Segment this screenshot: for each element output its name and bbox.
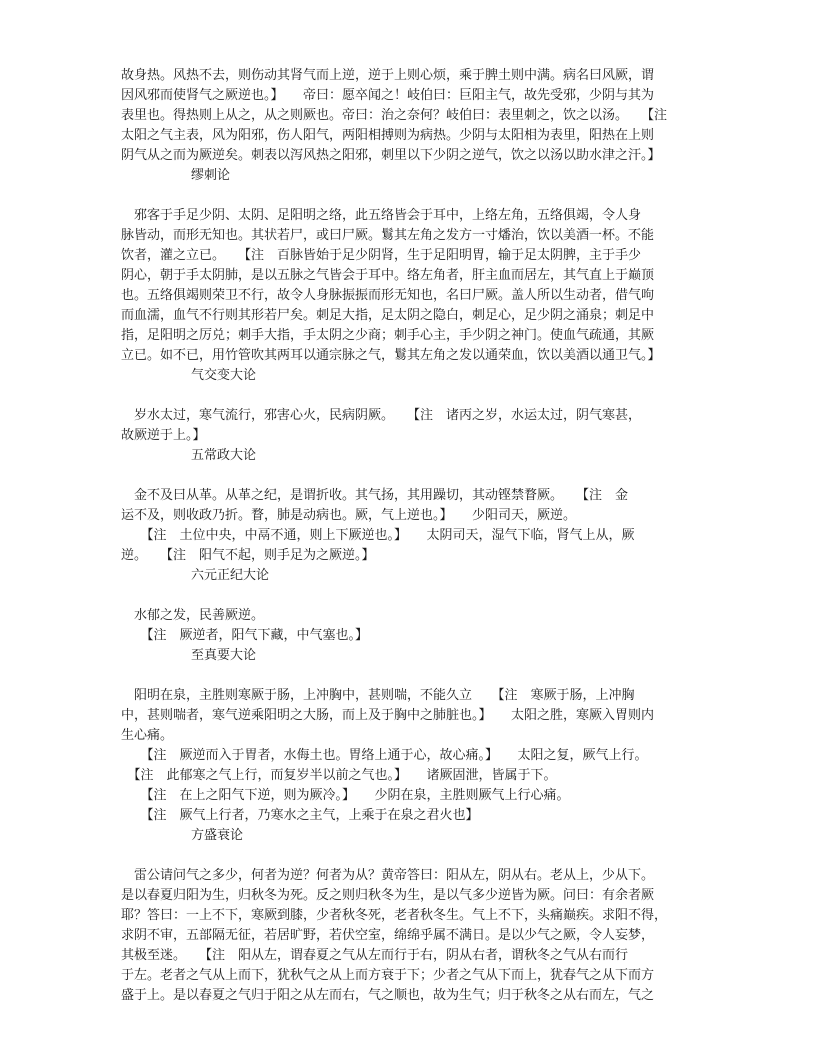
text-line: 盛于上。是以春夏之气归于阳之从左而右，气之顺也，故为生气；归于秋冬之从右而左，气之 [121, 988, 655, 1003]
text-line: 【注 此郁寒之气上行，而复岁半以前之气也。】 诸厥固泄，皆属于下。 [121, 768, 557, 783]
text-line: 阴气从之而为厥逆矣。刺表以泻风热之阳邪，刺里以下少阴之逆气，饮之以汤以助水津之汗。】 [121, 148, 661, 163]
text-line: 也。五络俱竭则荣卫不行，故令人身脉振振而形无知也，名曰尸厥。盖人所以生动者，借气呴 [121, 288, 655, 303]
text-line: 是以春夏归阳为生，归秋冬为死。反之则归秋冬为生，是以气多少逆皆为厥。问曰：有余者厥 [121, 888, 655, 903]
text-line: 运不及，则收政乃折。瞀，肺是动病也。厥，气上逆也。】 少阳司天，厥逆。 [121, 508, 577, 523]
text-line: 【注 厥逆而入于胃者，水侮土也。胃络上通于心，故心痛。】 太阳之复，厥气上行。 [121, 748, 648, 763]
text-line: 故厥逆于上。】 [121, 428, 206, 443]
text-line: 求阴不审，五部隔无征，若居旷野，若伏空室，绵绵乎属不满日。是以少气之厥，令人妄梦， [121, 928, 655, 943]
text-line: 邪客于手足少阴、太阴、足阳明之络，此五络皆会于耳中，上络左角，五络俱竭，令人身 [121, 208, 642, 223]
section-heading: 缪刺论 [191, 168, 231, 183]
text-line: 【注 土位中央，中鬲不通，则上下厥逆也。】 太阴司天，湿气下临，肾气上从，厥 [121, 528, 635, 543]
text-line: 逆。 【注 阳气不起，则手足为之厥逆。】 [121, 548, 375, 563]
section-heading: 方盛衰论 [191, 828, 244, 843]
section-heading: 至真要大论 [191, 648, 257, 663]
text-line: 指，足阳明之厉兑；刺手大指，手太阴之少商；刺手心主，手少阴之神门。使血气疏通，其厥 [121, 328, 655, 343]
text-line: 阳明在泉，主胜则寒厥于肠，上冲胸中，甚则喘，不能久立 【注 寒厥于肠，上冲胸 [121, 688, 635, 703]
section-heading: 气交变大论 [191, 368, 257, 383]
section-heading: 六元正纪大论 [191, 568, 270, 583]
text-line: 其极至迷。 【注 阳从左，谓春夏之气从左而行于右，阴从右者，谓秋冬之气从右而行 [121, 948, 629, 963]
text-line: 脉皆动，而形无知也。其状若尸，或曰尸厥。鬄其左角之发方一寸燔治，饮以美酒一杯。不能 [121, 228, 655, 243]
text-line: 于左。老者之气从上而下，犹秋气之从上而方衰于下；少者之气从下而上，犹春气之从下而方 [121, 968, 655, 983]
text-line: 故身热。风热不去，则伤动其肾气而上逆，逆于上则心烦，乘于脾土则中满。病名曰风厥，谓 [121, 68, 655, 83]
text-line: 因风邪而使肾气之厥逆也。】 帝曰：愿卒闻之！岐伯曰：巨阳主气，故先受邪，少阴与其为 [121, 88, 655, 103]
section-heading: 五常政大论 [191, 448, 257, 463]
text-line: 岁水太过，寒气流行，邪害心火，民病阴厥。 【注 诸丙之岁，水运太过，阴气寒甚， [121, 408, 642, 423]
text-line: 【注 厥逆者，阳气下藏，中气塞也。】 [121, 628, 369, 643]
text-line: 金不及曰从革。从革之纪，是谓折收。其气扬，其用躁切，其动铿禁瞀厥。 【注 金 [121, 488, 629, 503]
text-line: 雷公请问气之多少，何者为逆？何者为从？黄帝答曰：阳从左，阴从右。老从上，少从下。 [121, 868, 655, 883]
text-line: 【注 厥气上行者，乃寒水之主气，上乘于在泉之君火也】 [121, 808, 479, 823]
text-line: 立已。如不已，用竹管吹其两耳以通宗脉之气，鬄其左角之发以通荣血，饮以美酒以通卫气。】 [121, 348, 661, 363]
text-line: 阴心，朝于手太阴肺，是以五脉之气皆会于耳中。络左角者，肝主血而居左，其气直上于巅顶 [121, 268, 655, 283]
text-line: 太阳之气主表，风为阳邪，伤人阳气，两阳相搏则为病热。少阴与太阳相为表里，阳热在上则 [121, 128, 655, 143]
text-line: 中，甚则喘者，寒气逆乘阳明之大肠，而上及于胸中之肺脏也。】 太阳之胜，寒厥入胃则内 [121, 708, 655, 723]
text-line: 表里也。得热则上从之，从之则厥也。帝曰：治之奈何？岐伯曰：表里刺之，饮之以汤。 【注 [121, 108, 668, 123]
text-line: 水郁之发，民善厥逆。 [121, 608, 265, 623]
text-line: 饮者，灌之立已。 【注 百脉皆始于足少阴肾，生于足阳明胃，输于足太阴脾，主于手少 [121, 248, 642, 263]
text-line: 耶？答曰：一上不下，寒厥到膝，少者秋冬死，老者秋冬生。气上不下，头痛巅疾。求阳不得， [121, 908, 668, 923]
text-line: 【注 在上之阳气下逆，则为厥冷。】 少阴在泉，主胜则厥气上行心痛。 [121, 788, 570, 803]
text-line: 而血濡，血气不行则其形若尸矣。刺足大指，足太阴之隐白，刺足心，足少阴之涌泉；刺足中 [121, 308, 655, 323]
text-line: 生心痛。 [121, 728, 174, 743]
